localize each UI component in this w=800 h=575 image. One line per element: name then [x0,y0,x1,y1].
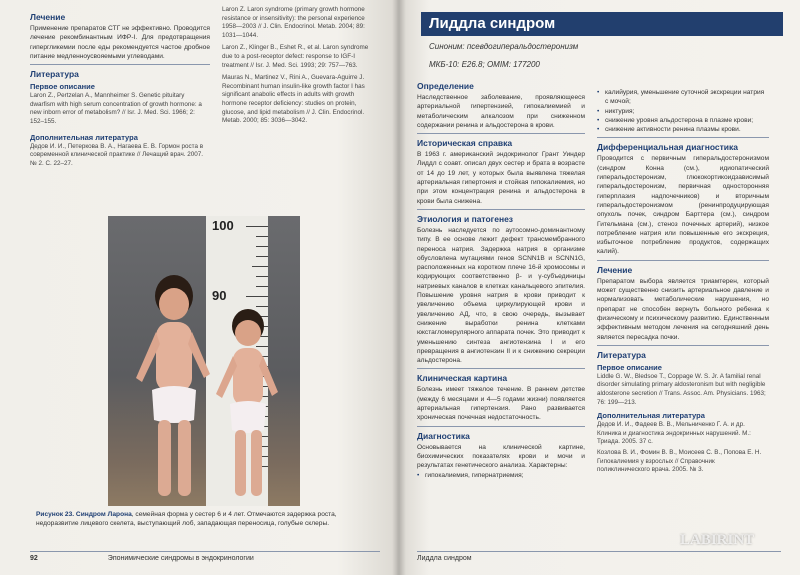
first-description-heading: Первое описание [597,362,662,372]
running-head-right: Лиддла синдром [417,555,472,562]
reference-item: Дедов И. И., Фадеев В. В., Мельниченко Г. А. и др. Клиника и диагностика эндокринных нарушений. М.: Триада. 2005. 37 с. [597,421,751,446]
literature-heading: Литература [30,69,79,80]
clinic-heading: Клиническая картина [417,373,508,384]
title-bar [421,12,783,36]
history-text: В 1963 г. американский эндокринолог Грант Уиндер Лиддл с соавт. описал двух сестер и брата в возрасте от 14 до 19 лет, у которых была выявлена тяжелая артериальная гипертония и стойкая гипокалиемия, но при этом концентрация ренина и альдостерона в крови была снижена. [417,151,585,205]
figure-photo [108,216,300,506]
reference-item: Mauras N., Martinez V., Rini A., Guevara-Aguirre J. Recombinant human insulin-like growth factor I has significant anabolic effects in adults with growth hormone receptor deficiency: studies on protein, glucose, and lipid metabolism // J. Clin. Endocrinol. Metab. 2000; 85: 3036—3042. [222,74,365,125]
treatment-text: Применение препаратов СТГ не эффективно. Проводится лечение рекомбинантным ИФР-I. Для предотвращения гипергликемии после еды рекомендуется частое дробное питание медленноусвояемыми углеводами. [30,25,210,60]
diagnostics-text: Основывается на клинической картине, биохимических показателях крови и мочи и результатах генетического анализа. Характерны: [417,443,585,470]
first-description-ref: Laron Z., Pertzelan A., Mannheimer S. Genetic pituitary dwarfism with high serum concentration of growth hormone: a new inborn error of metabolism? // Isr. J. Med. Sci. 1966; 2: 152–155. [30,92,202,125]
treatment-heading: Лечение [30,12,66,22]
definition-heading: Определение [417,81,474,91]
divider [597,260,769,261]
differential-diagnosis-heading: Дифференциальная диагностика [597,142,739,153]
literature-heading: Литература [597,349,646,360]
extra-literature-heading: Дополнительная литература [597,411,705,421]
ruler-label: 90 [212,288,227,303]
figure-label: Рисунок 23. Синдром Ларона [36,511,132,518]
differential-diagnosis-text: Проводится с первичным гиперальдостеронизмом (синдром Конна (см.), идиопатический гиперальдостеронизм, глюкокортикоидзависимый гиперальдостеронизм, первичная односторонняя гиперплазия надпочечников) и вторичным гиперальдостеронизмом (ренинпродуцирующая опухоль почек, синдром Барттера (см.), синдром Гительмана (см.), стеноз почечных артерий), низкое потребление натрия или повышенные его экскреция, избыточное потребление продуктов, содержащих калий). [597,155,769,256]
divider [417,426,585,427]
right-page [397,0,800,575]
list-item: • никтурия; [597,107,769,116]
page-number: 92 [30,555,38,562]
treatment-text: Препаратом выбора является триамтерен, который может существенно снизить артериальное давление и нормализовать метаболические нарушения, но препарат не способен вернуть больного ребенка к физическому и психическому развитию. Единственным эффективным методом лечения на сегодняшний день является пересадка почки. [597,277,769,341]
left-footer [30,551,380,562]
right-column-1 [417,77,585,480]
reference-item: Laron Z., Klinger B., Eshet R., et al. Laron syndrome due to a post-receptor defect: response to IGF-I treatment // Isr. J. Med. Sci. 1993; 29: 757—763. [222,44,369,69]
list-item: • гипокалиемия, гипернатриемия; [417,471,585,480]
synonym-line: Синоним: псевдогиперальдостеронизм [429,42,579,51]
definition-text: Наследственное заболевание, проявляющееся артериальной гипертензией, гипокалиемией и метаболическим алкалозом при сниженном содержании ренина и альдостерона в крови. [417,94,585,129]
right-column-2 [597,88,769,475]
extra-literature-ref: Дедов И. И., Петеркова В. А., Нагаева Е. В. Гормон роста в современной клинической практике // Лечащий врач. 2007. № 2. С. 22–27. [30,142,204,167]
divider [417,209,585,210]
diagnostics-list [417,471,585,480]
watermark-logo: LABIRINT [680,532,755,548]
figure-caption-text: , семейная форма у сестер 6 и 4 лет. Отмечаются задержка роста, недоразвитие лицевого скелета, выступающий лоб, западающая переносица, голубые склеры. [36,511,337,527]
book-gutter [392,0,406,575]
page-title: Лиддла синдром [429,15,556,32]
list-item: • калийурия, уменьшение суточной экскреции натрия с мочой; [597,88,769,107]
diagnostics-list-continued [597,88,769,134]
left-column-2 [222,6,372,126]
reference-item: Козлова В. И., Фомин В. В., Моисеев С. В., Попова Е. Н. Гипокалиемия у взрослых // Справочник поликлинического врача. 2005. № 3. [597,448,762,474]
first-description-heading: Первое описание [30,82,95,92]
history-heading: Историческая справка [417,138,513,149]
ruler-label: 100 [212,218,234,233]
child-figure-younger [206,308,290,506]
running-head-left: Эпонимические синдромы в эндокринологии [107,555,254,562]
divider [417,133,585,134]
left-page [0,0,397,575]
list-item: • снижение активности ренина плазмы крови. [597,125,769,134]
etiology-heading: Этиология и патогенез [417,213,514,224]
divider [30,64,210,65]
right-footer [417,551,781,562]
figure-caption [36,510,366,528]
reference-item: Laron Z. Laron syndrome (primary growth hormone resistance or insensitivity): the personal experience 1958—2003 // J. Clin. Endocrinol. Metab. 2004; 89: 1031—1044. [222,6,365,39]
extra-literature-heading: Дополнительная литература [30,132,138,142]
left-column-1 [30,8,210,168]
clinic-text: Болезнь имеет тяжелое течение. В раннем детстве (между 6 месяцами и 4—5 годами жизни) появляется артериальная гипертензия. Рано развивается хроническая почечная недостаточность. [417,386,585,422]
divider [597,345,769,346]
list-item: • снижение уровня альдостерона в плазме крови; [597,116,769,125]
classification-codes: МКБ-10: E26.8; OMIM: 177200 [429,60,540,69]
etiology-text: Болезнь наследуется по аутосомно-доминантному типу. В ее основе лежит дефект трансмембранного переноса натрия. Задержка натрия в организме обусловлена мутациями генов SCNN1B и SCNN1G, расположенных на коротком плече 16-й хромосомы и кодирующих соответственно β- и γ-субъединицы натриевых каналов в клетках канальцевого эпителия. Повышение уровня натрия в крови приводит к увеличению объема циркулирующей крови и увеличению АД, что, в свою очередь, вызывает снижение выработки ренина клетками юкстагломерулярного аппарата почек. Это приводит к уменьшению синтеза ангиотензина I и его превращения в ангиотензин II и к снижению секреции альдостерона. [417,226,585,365]
divider [597,137,769,138]
first-description-ref: Liddle G. W., Bledsoe T., Coppage W. S. Jr. A familial renal disorder simulating primary aldosteronism but with negligible aldosterone secretion // Trans. Assoc. Am. Physicians. 1963; 76: 199—213. [597,372,766,406]
divider [417,368,585,369]
diagnostics-heading: Диагностика [417,430,470,441]
treatment-heading: Лечение [597,264,633,275]
